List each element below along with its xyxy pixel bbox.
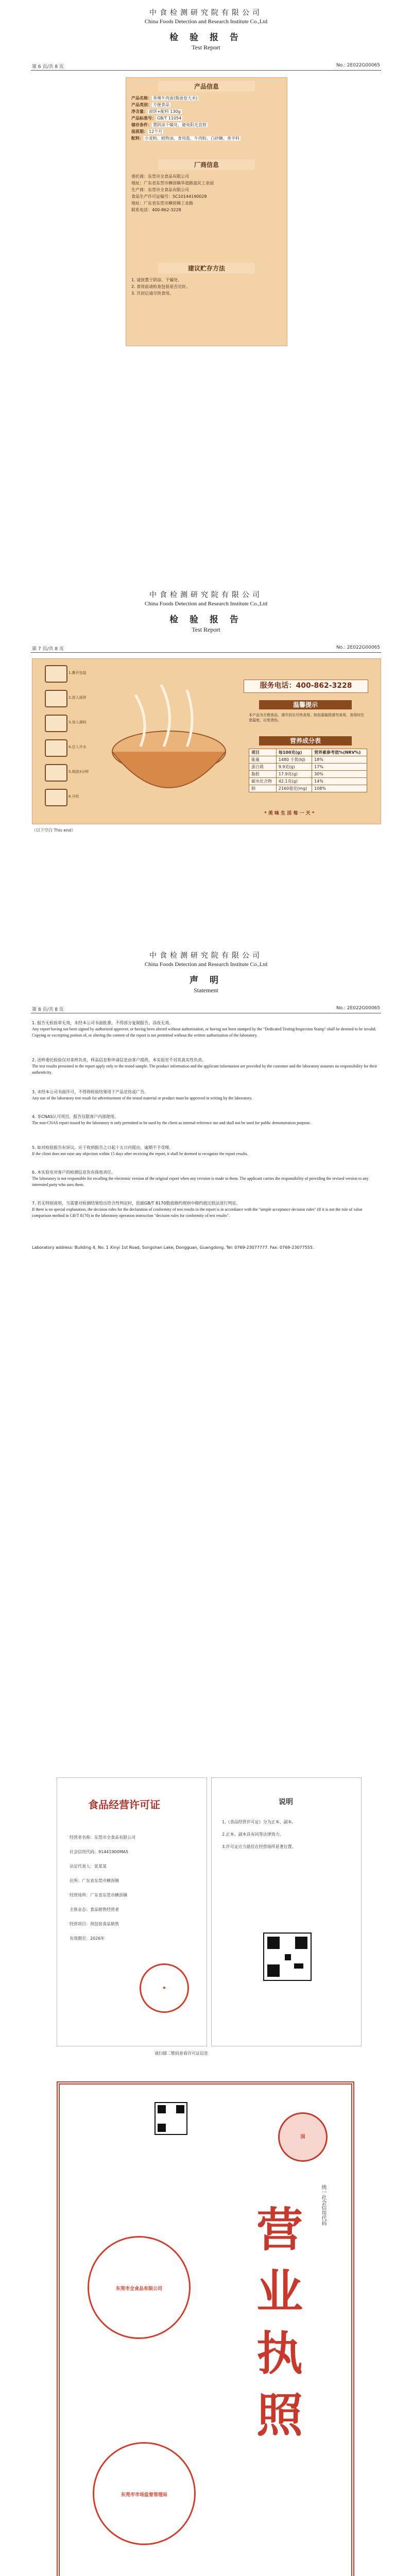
service-hotline: 服务电话：400-862-3228 (244, 680, 368, 693)
info-row: 储存条件： 置阴凉干燥处，避免阳光直射 (131, 123, 207, 127)
licence-row: 住所：广东省东莞市横沥镇 (70, 1878, 119, 1883)
qr-code-icon (154, 2102, 187, 2135)
step-label: 2.放入面饼 (68, 696, 87, 700)
org-name-en: China Foods Detection and Research Institute Co.,Ltd (144, 19, 268, 25)
org-name-cn: 中食检测研究院有限公司 (149, 591, 263, 599)
info-row: 配料： 小麦粉、植物油、食用盐、牛肉粉、白砂糖、香辛料 (131, 136, 239, 141)
table-row: 钠 2160毫克(mg) 108% (249, 785, 367, 792)
maker-row: 食品生产许可证编号：SC10144190028 (131, 194, 207, 199)
credit-code-label: 统一社会信用代码 (320, 2184, 326, 2226)
step-label: 3.加入调料 (68, 720, 87, 724)
report-page-1 (0, 0, 412, 355)
maker-info-heading: 厂商信息 (158, 159, 254, 170)
licence-row: 法定代表人：张某某 (70, 1864, 107, 1869)
product-label (126, 77, 287, 346)
notes-title: 说明 (279, 1798, 293, 1806)
statement-item: 7. 若无特别说明，当需要对检测结果给出符合性判定时，依据GB/T 8170数值修约规则中修约值比较法进行判定。 If there is no special explanation, the decision rules for the declaration of conformity of test results in the report is in accordance with the "simple acceptance decision rules" (If it is not the rule of value comparison method in GB/T 8170) in the laboratory operation instruction "decision rules for conformity of test results". (32, 1201, 363, 1218)
business-licence-title: 营业执照 (248, 2205, 303, 2452)
table-row: 能量 1480 千焦(kJ) 18% (249, 756, 367, 764)
step-2-icon (45, 690, 67, 707)
org-name-cn: 中食检测研究院有限公司 (149, 952, 263, 960)
info-row: 产品标准号： GB/T 11054 (131, 116, 182, 121)
org-name-en: China Foods Detection and Research Institute Co.,Ltd (144, 601, 268, 607)
step-1-icon (45, 665, 67, 683)
column-header: 每100克(g) (276, 749, 312, 756)
slogan: * 美 味 生 活 每 一 天 * (264, 811, 315, 816)
column-header: 项目 (249, 749, 277, 756)
licence-row: 经营项目：预包装食品销售 (70, 1922, 119, 1926)
statement-item: 5. 如对检验报告有异议，应于收到报告之日起十五日内提出，逾期不予受理。 If the client does not raise any objection within 15 days after receiving the report, it shall be deemed to recognize the report results. (32, 1145, 248, 1156)
info-row: 保质期： 12个月 (131, 129, 163, 134)
report-number: No.: 2E022G00065 (336, 63, 380, 68)
official-seal: ★ (140, 1963, 189, 2013)
end-caption: （以下空白 This end） (32, 828, 76, 833)
org-name-en: China Foods Detection and Research Institute Co.,Ltd (144, 961, 268, 968)
licence-row: 经营场所：广东省东莞市横沥镇 (70, 1893, 127, 1897)
storage-row: 2. 食用前请检查包装是否完好。 (131, 284, 191, 289)
food-licence-right (211, 1777, 362, 2046)
company-seal: 东莞市全食品有限公司 (88, 2236, 191, 2339)
qr-code-icon (263, 1933, 312, 1981)
report-title-cn: 检 验 报 告 (169, 32, 243, 43)
maker-row: 地址：广东省东莞市横沥镇华道路富民工业园 (131, 181, 214, 185)
storage-row: 3. 开封后请尽快食用。 (131, 291, 174, 296)
step-4-icon (45, 739, 67, 757)
note-row: 1.《食品经营许可证》分为正本、副本。 (222, 1820, 296, 1824)
org-name-cn: 中食检测研究院有限公司 (149, 9, 263, 17)
licence-caption: 请扫描二维码查看许可证信息 (154, 2051, 208, 2056)
step-label: 4.注入开水 (68, 745, 87, 749)
step-label: 6.开吃 (68, 794, 79, 799)
divider (31, 652, 381, 653)
step-3-icon (45, 715, 67, 732)
report-page-2 (0, 582, 412, 871)
step-6-icon (45, 789, 67, 806)
info-row: 产品名称： 香辣牛肉面(酱面卷大米) (131, 96, 198, 100)
report-title-en: Test Report (192, 44, 220, 51)
statement-item: 2. 送样委托检验仅对来样负责，样品信息和申请信息由客户提供，本实验室不对其真实性负责。 The test results presented in the report apply only to the tested sample. The product information and the applicant information are provided by the customer and the laboratory assumes no responsibility for their authenticity. (32, 1058, 377, 1075)
nutrition-table (249, 749, 367, 792)
step-label: 1.撕开包装 (68, 671, 87, 675)
authority-seal: 东莞市市场监督管理局 (93, 2442, 196, 2545)
statement-title-en: Statement (194, 987, 218, 994)
table-row: 蛋白质 9.9克(g) 17% (249, 764, 367, 771)
noodle-bowl-illustration (105, 674, 233, 814)
business-licence-page (0, 2081, 412, 2576)
column-header: 营养素参考值%(NRV%) (312, 749, 367, 756)
report-number: No.: 2E022G00065 (336, 645, 380, 650)
page-number: 第 8 页/共 8 页 (32, 1007, 64, 1012)
note-row: 3.许可证应当悬挂在经营场所显著位置。 (222, 1844, 296, 1849)
maker-row: 地址：广东省东莞市横沥镇工业路 (131, 201, 193, 206)
divider (31, 70, 381, 71)
table-row: 脂肪 17.9克(g) 30% (249, 771, 367, 778)
lab-address: Laboratory address: Building 4, No. 1 Xinyi 1st Road, Songshan Lake, Dongguan, Guangdong. Tel: 0769-23077777. Fax: 0769-23077555. (32, 1245, 314, 1250)
statement-item: 4. 非CNAS认可项目，报告仅限客户内部使用。 The non-CNAS report issued by the laboratory is only permitted to be used by the client as internal reference use and shall not be used for public demonstration purpose. (32, 1114, 311, 1125)
step-5-icon (45, 764, 67, 782)
report-page-3 (0, 943, 412, 1303)
licence-row: 主体业态：食品销售经营者 (70, 1907, 119, 1912)
food-licence-left (57, 1777, 207, 2046)
licence-row: 社会信用代码：91441900MA5 (70, 1850, 129, 1854)
package-artwork (32, 658, 381, 824)
statement-item: 1. 报告无检验章无效，未经本公司书面批准，不得部分复制报告，涂改无效。 Any report having not been signed by authorized approver, or having been altered without authorization, or having not been stamped by the "Dedicated Testing/Inspection Stamp" shall be deemed to be invalid. Copying or excerpting portion of, or altering the content of the report is not permitted without the written authorization of the laboratory. (32, 1021, 376, 1038)
statement-item: 3. 未经本公司书面许可，不得将检验结果用于产品宣传或广告。 Any use of the laboratory test result for advertisement of the tested material or product must be approved in writing by the laboratory. (32, 1090, 252, 1100)
table-header-row (249, 749, 367, 756)
nutrition-heading: 营养成分表 (259, 736, 352, 745)
storage-row: 1. 请放置于阴凉、干燥处。 (131, 278, 182, 282)
licence-page (0, 1777, 412, 2066)
licence-title: 食品经营许可证 (88, 1799, 160, 1811)
statement-title-cn: 声 明 (190, 975, 222, 986)
product-info-heading: 产品信息 (158, 81, 254, 92)
national-emblem-icon: 国 (278, 2112, 328, 2162)
licence-row: 有效期至：2026年 (70, 1936, 105, 1941)
step-label: 5.焖泡3分钟 (68, 770, 89, 774)
info-row: 净含量： 面饼+配料 130g (131, 109, 181, 114)
tips-text: 本产品为方便食品，请开封后尽快食用。如包装破损请勿食用，食用时注意温度，以免烫伤。 (249, 713, 364, 722)
report-number: No.: 2E022G00065 (336, 1006, 380, 1011)
statement-item: 6. 本实验室对客户的检测信息负有保密责任。 The laboratory is not responsible for recalling the electronic version of the original report when any revision is made to them. The applicant carries the responsibility of providing the revised version to any interested party who uses them. (32, 1170, 369, 1187)
report-title-en: Test Report (192, 626, 220, 633)
maker-row: 生产商：东莞市全食品有限公司 (131, 188, 189, 192)
tips-heading: 温馨提示 (259, 700, 352, 709)
page-number: 第 6 页/共 8 页 (32, 64, 64, 70)
note-row: 2.正本、副本具有同等法律效力。 (222, 1832, 284, 1837)
table-row: 碳水化合物 42.1克(g) 14% (249, 778, 367, 785)
storage-heading: 建议贮存方法 (158, 263, 254, 274)
maker-row: 委托商：东莞市全食品有限公司 (131, 174, 189, 179)
page-number: 第 7 页/共 8 页 (32, 647, 64, 652)
licence-row: 经营者名称：东莞市全食品有限公司 (70, 1835, 135, 1840)
info-row: 产品类别： 方便食品 (131, 103, 169, 107)
report-title-cn: 检 验 报 告 (169, 615, 243, 625)
maker-row: 联系电话：400-862-3228 (131, 208, 181, 212)
